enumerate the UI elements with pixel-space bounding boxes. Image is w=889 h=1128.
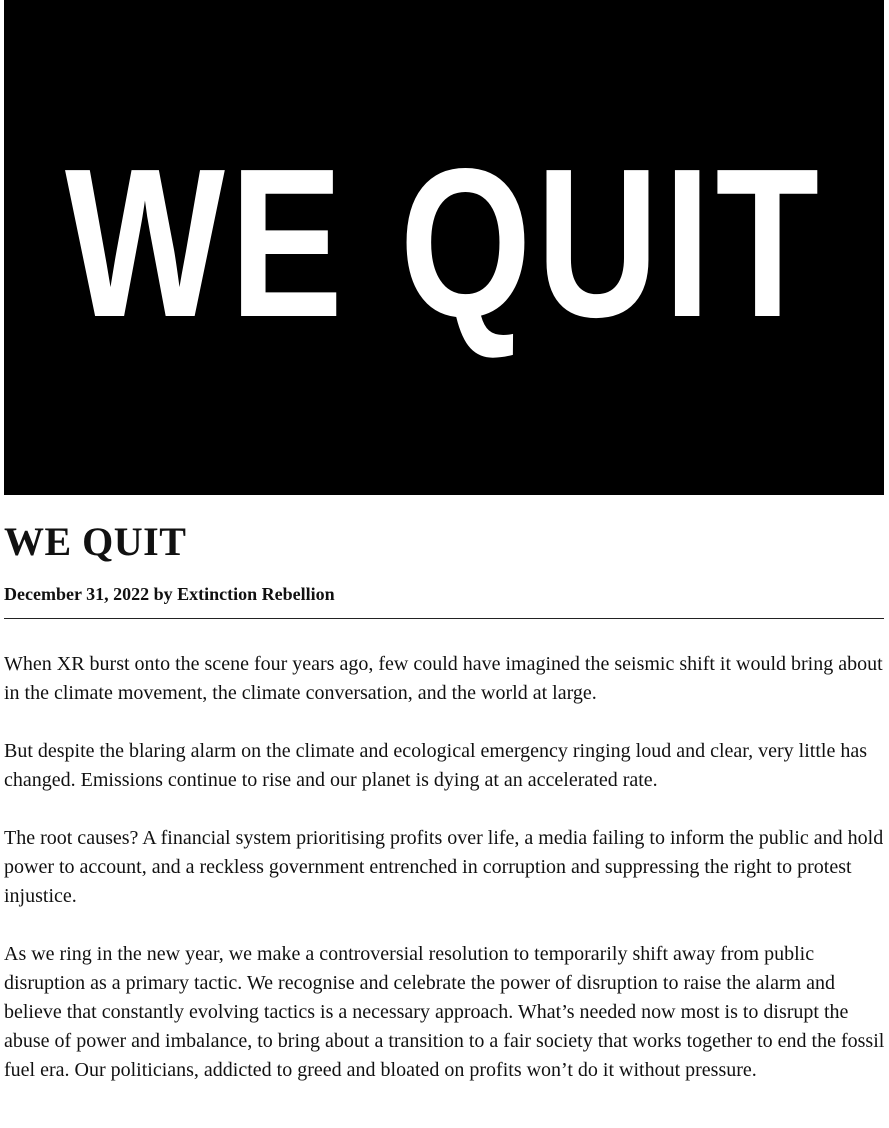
paragraph: The root causes? A financial system prioritising profits over life, a media failing to inform the public and hold power to account, and a reckless government entrenched in corruption and suppressing the right to protest injustice. [4, 827, 884, 907]
paragraph: As we ring in the new year, we make a controversial resolution to temporarily shift away from public disruption as a primary tactic. We recognise and celebrate the power of disruption to raise the alarm and believe that constantly evolving tactics is a necessary approach. What’s needed now most is to disrupt the abuse of power and imbalance, to bring about a transition to a fair society that works together to end the fossil fuel era. Our politicians, addicted to greed and bloated on profits won’t do it without pressure. [4, 943, 885, 1081]
article-title: WE QUIT [4, 519, 187, 564]
divider [4, 618, 884, 619]
paragraph: When XR burst onto the scene four years ago, few could have imagined the seismic shift it would bring about in the climate movement, the climate conversation, and the world at large. [4, 653, 883, 704]
banner-text: WE QUIT [64, 123, 824, 361]
article-byline: December 31, 2022 by Extinction Rebellion [4, 584, 335, 604]
featured-image-banner [4, 0, 884, 495]
article-body [4, 650, 886, 1114]
paragraph: But despite the blaring alarm on the climate and ecological emergency ringing loud and clear, very little has changed. Emissions continue to rise and our planet is dying at an accelerated rate. [4, 740, 867, 791]
